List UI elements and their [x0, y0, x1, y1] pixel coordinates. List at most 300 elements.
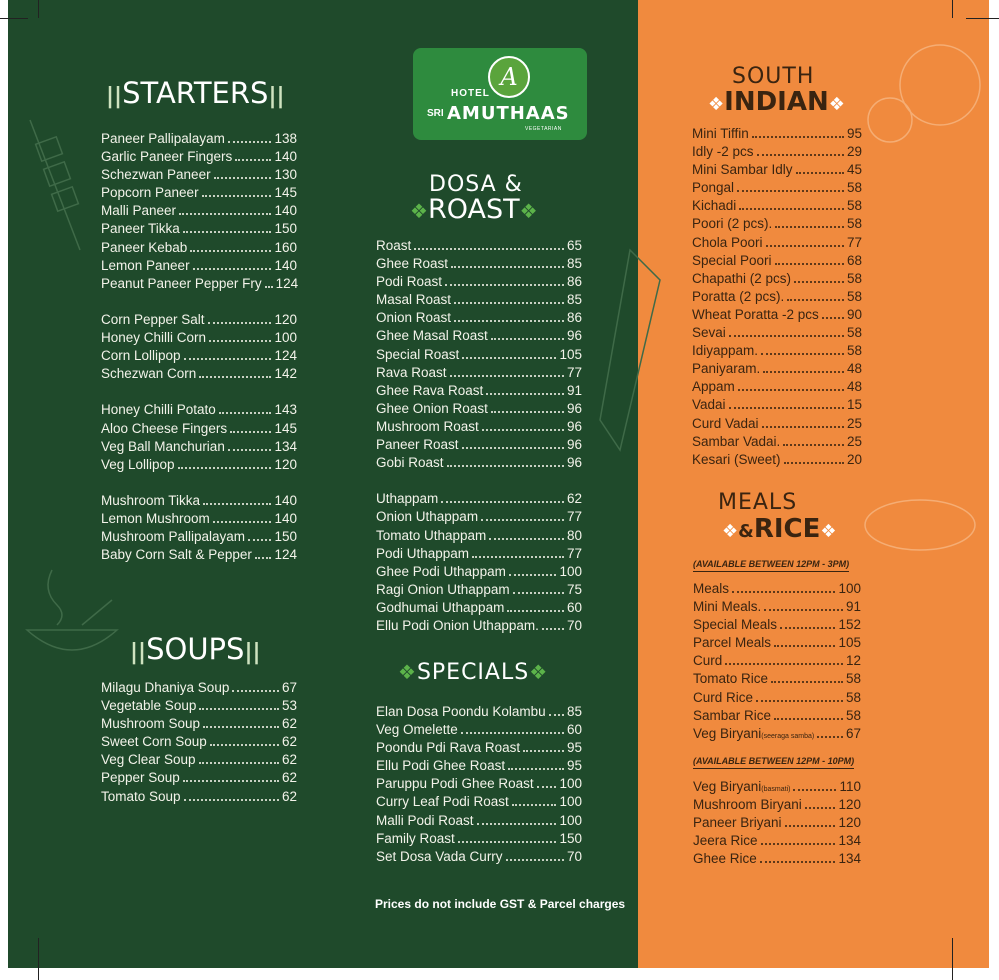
- menu-item-price: 25: [846, 433, 862, 449]
- menu-spacer: [101, 475, 297, 493]
- dot-leader: [725, 663, 843, 665]
- menu-spacer: [101, 384, 297, 402]
- menu-item: [376, 758, 582, 776]
- crop-mark: [0, 18, 28, 19]
- menu-item-price: 70: [566, 848, 582, 864]
- menu-item-price: 58: [846, 288, 862, 304]
- menu-item-price: 138: [274, 131, 297, 146]
- menu-item: [692, 180, 862, 198]
- plate-illustration: [860, 30, 985, 150]
- menu-item-name: Mushroom Tikka: [101, 492, 201, 508]
- menu-item-price: 124: [275, 275, 299, 291]
- soups-list: [101, 680, 297, 807]
- menu-item-price: 45: [846, 162, 862, 178]
- menu-item-price: 95: [566, 758, 582, 774]
- menu-item: [376, 256, 582, 274]
- dot-leader: [199, 376, 271, 378]
- dot-leader: [414, 248, 564, 250]
- menu-item: [376, 328, 582, 346]
- menu-item-name: Paruppu Podi Ghee Roast: [376, 776, 534, 792]
- menu-item-name: Schezwan Paneer: [101, 167, 211, 183]
- heading-bars: ||: [130, 640, 147, 665]
- dosa-heading-top: DOSA &: [429, 172, 523, 197]
- menu-item: [101, 348, 297, 366]
- menu-item: [376, 849, 582, 867]
- dosa-illustration: [590, 240, 670, 460]
- dot-leader: [760, 861, 836, 863]
- menu-item-price: 48: [846, 379, 862, 395]
- menu-item-name: Godhumai Uthappam: [376, 599, 505, 615]
- menu-item-price: 67: [845, 725, 861, 741]
- menu-item-price: 58: [846, 270, 862, 286]
- soups-heading: ||SOUPS||: [130, 632, 261, 666]
- dot-leader: [783, 444, 844, 446]
- menu-item: [101, 402, 297, 420]
- dot-leader: [461, 732, 564, 734]
- menu-item: [101, 167, 297, 185]
- menu-item-price: 20: [846, 451, 862, 467]
- biryani-list: [693, 779, 861, 869]
- dot-leader: [210, 744, 279, 746]
- leaf-icon: ❖: [529, 660, 549, 684]
- menu-item-price: 80: [566, 527, 582, 543]
- menu-item-price: 12: [845, 653, 861, 669]
- menu-item-name: Set Dosa Vada Curry: [376, 848, 503, 864]
- menu-item-name: Paneer Roast: [376, 437, 459, 453]
- menu-item-name: Malli Paneer: [101, 203, 177, 219]
- menu-item-name: Poondu Pdi Rava Roast: [376, 740, 521, 756]
- dot-leader: [451, 266, 564, 268]
- menu-item-name: Meals: [693, 581, 730, 596]
- menu-item-name: Mushroom Soup: [101, 716, 201, 732]
- menu-item-price: 140: [274, 257, 297, 273]
- specials-list: [376, 704, 582, 867]
- menu-item: [101, 149, 297, 167]
- dot-leader: [817, 736, 843, 738]
- soup-bowl-illustration: [22, 560, 122, 670]
- menu-item: [693, 653, 861, 671]
- crop-mark: [952, 0, 953, 18]
- menu-item: [376, 310, 582, 328]
- menu-item-price: 134: [838, 833, 861, 849]
- menu-spacer: [376, 473, 582, 491]
- dot-leader: [203, 503, 271, 505]
- meals-availability-note: (AVAILABLE BETWEEN 12PM - 3PM): [693, 559, 849, 572]
- menu-item-price: 120: [274, 456, 297, 472]
- menu-item: [692, 434, 862, 452]
- dot-leader: [265, 286, 273, 288]
- menu-item-name: Veg Omelette: [376, 722, 458, 738]
- dot-leader: [232, 690, 279, 692]
- menu-item-name: Chapathi (2 pcs): [692, 270, 792, 286]
- menu-item: [693, 690, 861, 708]
- dot-leader: [775, 226, 844, 228]
- menu-item-name: Tomato Rice: [693, 671, 769, 687]
- menu-item-name: Mushroom Roast: [376, 418, 479, 434]
- dot-leader: [771, 681, 843, 683]
- menu-item: [376, 365, 582, 383]
- menu-item-price: 70: [566, 617, 582, 633]
- menu-item-price: 77: [846, 234, 862, 250]
- menu-item-name: Curry Leaf Podi Roast: [376, 794, 509, 810]
- menu-item-name: Ghee Masal Roast: [376, 328, 488, 344]
- menu-item-price: 53: [281, 698, 297, 714]
- dot-leader: [235, 159, 271, 161]
- menu-item-price: 96: [566, 400, 582, 416]
- menu-item-price: 100: [274, 330, 297, 346]
- menu-item-name: Kichadi: [692, 198, 737, 214]
- dot-leader: [784, 462, 844, 464]
- menu-item-price: 100: [559, 812, 582, 828]
- menu-item: [693, 833, 861, 851]
- menu-item-price: 67: [281, 680, 297, 695]
- menu-item-name: Honey Chilli Potato: [101, 402, 216, 418]
- menu-item-name: Elan Dosa Poondu Kolambu: [376, 704, 546, 719]
- dot-leader: [822, 317, 844, 319]
- menu-item: [693, 708, 861, 726]
- menu-item-name: Wheat Poratta -2 pcs: [692, 306, 819, 322]
- dot-leader: [523, 750, 564, 752]
- dot-leader: [183, 780, 279, 782]
- menu-item-name: Special Meals: [693, 617, 778, 633]
- menu-item: [101, 770, 297, 788]
- menu-item: [101, 421, 297, 439]
- menu-item-name: Mushroom Biryani: [693, 797, 802, 813]
- menu-item: [101, 131, 297, 149]
- dot-leader: [805, 807, 836, 809]
- heading-bars: ||: [106, 84, 123, 109]
- menu-item: [101, 529, 297, 547]
- menu-item: [101, 511, 297, 529]
- menu-item: [376, 722, 582, 740]
- menu-item: [692, 144, 862, 162]
- menu-item: [692, 325, 862, 343]
- menu-item-name: Paniyaram.: [692, 361, 761, 377]
- menu-item: [101, 203, 297, 221]
- menu-item-name: Onion Uthappam: [376, 509, 479, 525]
- menu-item-name: Idiyappam.: [692, 343, 759, 359]
- menu-item: [101, 789, 297, 807]
- menu-item-price: 62: [281, 716, 297, 732]
- dot-leader: [450, 375, 564, 377]
- menu-item-name: Sevai: [692, 325, 726, 341]
- starters-list: [101, 131, 297, 565]
- dot-leader: [481, 519, 564, 521]
- menu-item-name: Veg Biryani: [693, 725, 762, 741]
- menu-item-name: Veg Clear Soup: [101, 752, 196, 768]
- menu-item-price: 152: [838, 617, 861, 633]
- menu-item-name: Corn Pepper Salt: [101, 311, 205, 327]
- menu-item-price: 85: [566, 704, 582, 719]
- menu-item-name: Ghee Onion Roast: [376, 400, 488, 416]
- menu-item-note: (seeraga samba): [761, 732, 815, 740]
- menu-item: [692, 216, 862, 234]
- heading-bars: ||: [268, 84, 285, 109]
- menu-item-price: 145: [274, 185, 297, 201]
- menu-item-price: 58: [846, 180, 862, 196]
- dot-leader: [230, 431, 271, 433]
- menu-item-price: 90: [846, 306, 862, 322]
- dot-leader: [794, 281, 844, 283]
- dot-leader: [482, 429, 564, 431]
- dot-leader: [199, 762, 279, 764]
- dot-leader: [179, 213, 271, 215]
- menu-item-name: Baby Corn Salt & Pepper: [101, 547, 252, 563]
- menu-item-price: 110: [839, 779, 861, 794]
- menu-item-price: 150: [274, 221, 297, 237]
- menu-item-price: 100: [559, 776, 582, 792]
- menu-item: [692, 235, 862, 253]
- menu-item-price: 142: [274, 366, 297, 382]
- dot-leader: [203, 726, 279, 728]
- dot-leader: [190, 250, 271, 252]
- menu-item-name: Paneer Tikka: [101, 221, 180, 237]
- leaf-icon: ❖: [398, 660, 417, 684]
- menu-item-name: Special Roast: [376, 346, 460, 362]
- dot-leader: [209, 340, 271, 342]
- menu-item-price: 77: [566, 545, 582, 561]
- dot-leader: [732, 591, 835, 593]
- menu-item: [376, 831, 582, 849]
- dot-leader: [761, 843, 836, 845]
- menu-item-name: Veg Lollipop: [101, 456, 175, 472]
- dot-leader: [509, 574, 557, 576]
- dot-leader: [739, 208, 844, 210]
- menu-item-price: 58: [846, 325, 862, 341]
- meals-list: [693, 581, 861, 744]
- menu-item-name: Ghee Rice: [693, 851, 757, 867]
- menu-item-name: Uthappam: [376, 491, 439, 507]
- menu-item: [376, 509, 582, 527]
- menu-item-price: 96: [566, 328, 582, 344]
- menu-item-price: 58: [846, 343, 862, 359]
- menu-item: [693, 599, 861, 617]
- menu-item: [101, 276, 297, 294]
- menu-item: [376, 813, 582, 831]
- menu-item: [376, 618, 582, 636]
- menu-item-price: 96: [566, 418, 582, 434]
- menu-item: [376, 794, 582, 812]
- menu-item-name: Ghee Roast: [376, 256, 449, 272]
- menu-item-name: Curd Rice: [693, 689, 754, 705]
- menu-item-price: 62: [281, 770, 297, 786]
- dot-leader: [796, 172, 844, 174]
- menu-item-price: 65: [566, 238, 582, 253]
- dot-leader: [489, 538, 564, 540]
- menu-item: [692, 271, 862, 289]
- dot-leader: [774, 718, 843, 720]
- menu-item-price: 29: [846, 144, 862, 160]
- dot-leader: [213, 521, 272, 523]
- menu-item-price: 120: [838, 797, 861, 813]
- menu-item-name: Ghee Podi Uthappam: [376, 563, 506, 579]
- menu-item: [693, 726, 861, 744]
- menu-item: [101, 366, 297, 384]
- crop-mark: [38, 0, 39, 18]
- menu-item-price: 140: [274, 510, 297, 526]
- footer-note: Prices do not include GST & Parcel charges: [375, 897, 626, 911]
- menu-item-name: Ghee Rava Roast: [376, 382, 484, 398]
- menu-item-price: 62: [281, 734, 297, 750]
- menu-item: [693, 851, 861, 869]
- menu-item: [376, 383, 582, 401]
- dot-leader: [793, 789, 836, 791]
- menu-item-price: 62: [566, 491, 582, 507]
- menu-item: [376, 740, 582, 758]
- menu-item-name: Sambar Rice: [693, 707, 772, 723]
- dot-leader: [763, 371, 844, 373]
- menu-item: [376, 437, 582, 455]
- menu-item-name: Paneer Kebab: [101, 239, 188, 255]
- menu-item-name: Mushroom Pallipalayam: [101, 529, 246, 545]
- menu-item-price: 58: [846, 198, 862, 214]
- menu-item-price: 91: [845, 599, 861, 615]
- menu-item-price: 85: [566, 256, 582, 272]
- menu-item-price: 15: [846, 397, 862, 413]
- menu-item-price: 58: [845, 689, 861, 705]
- menu-item-price: 60: [566, 722, 582, 738]
- menu-item: [101, 680, 297, 698]
- menu-item: [376, 292, 582, 310]
- menu-item-name: Special Poori: [692, 252, 772, 268]
- specials-heading: ❖SPECIALS❖: [398, 660, 549, 685]
- menu-item-price: 85: [566, 292, 582, 308]
- menu-item: [692, 416, 862, 434]
- menu-item-name: Curd: [693, 653, 723, 669]
- dot-leader: [542, 628, 564, 630]
- menu-item-price: 145: [274, 420, 297, 436]
- menu-item-price: 95: [566, 740, 582, 756]
- leaf-icon: ❖: [708, 94, 725, 115]
- menu-item: [376, 274, 582, 292]
- menu-item-price: 130: [274, 167, 297, 183]
- dot-leader: [775, 263, 844, 265]
- menu-item-price: 86: [566, 310, 582, 326]
- menu-item-name: Aloo Cheese Fingers: [101, 420, 228, 436]
- meals-heading-bottom: ❖&RICE❖: [722, 514, 837, 544]
- menu-item-name: Ragi Onion Uthappam: [376, 581, 510, 597]
- menu-item: [101, 752, 297, 770]
- dot-leader: [248, 539, 271, 541]
- monogram-icon: A: [488, 56, 530, 98]
- dot-leader: [729, 335, 844, 337]
- south-heading-top: SOUTH: [732, 64, 815, 89]
- menu-item-name: Family Roast: [376, 830, 455, 846]
- menu-item: [692, 307, 862, 325]
- dot-leader: [491, 411, 564, 413]
- menu-item-name: Onion Roast: [376, 310, 452, 326]
- dot-leader: [506, 859, 564, 861]
- dot-leader: [738, 389, 844, 391]
- leaf-icon: ❖: [519, 199, 538, 223]
- menu-item-price: 120: [274, 311, 297, 327]
- starters-heading: ||STARTERS||: [106, 76, 285, 110]
- menu-item: [101, 734, 297, 752]
- dot-leader: [193, 268, 272, 270]
- menu-item: [101, 185, 297, 203]
- dot-leader: [780, 627, 835, 629]
- menu-item-price: 105: [838, 635, 861, 651]
- menu-item-name: Peanut Paneer Pepper Fry: [101, 275, 262, 291]
- dot-leader: [199, 708, 279, 710]
- menu-item: [692, 361, 862, 379]
- menu-item-note: (basmati): [761, 786, 791, 793]
- menu-item-name: Vadai: [692, 397, 726, 413]
- menu-item: [692, 397, 862, 415]
- menu-item-price: 105: [559, 346, 582, 362]
- menu-item-price: 140: [274, 203, 297, 219]
- dot-leader: [774, 645, 835, 647]
- menu-item-price: 58: [846, 216, 862, 232]
- dot-leader: [208, 322, 272, 324]
- menu-item-price: 124: [274, 547, 297, 563]
- menu-item: [376, 401, 582, 419]
- menu-item-price: 143: [274, 402, 297, 418]
- menu-item: [693, 635, 861, 653]
- menu-item-name: Chola Poori: [692, 234, 763, 250]
- menu-item-name: Jeera Rice: [693, 833, 758, 849]
- menu-item-price: 120: [838, 815, 861, 831]
- dot-leader: [228, 449, 272, 451]
- menu-item-price: 48: [846, 361, 862, 377]
- menu-item: [101, 716, 297, 734]
- menu-item-name: Idly -2 pcs: [692, 144, 754, 160]
- menu-item-name: Lemon Paneer: [101, 257, 190, 273]
- menu-item-name: Sweet Corn Soup: [101, 734, 207, 750]
- menu-spacer: [101, 294, 297, 312]
- meals-heading-top: MEALS: [718, 490, 798, 515]
- dot-leader: [766, 245, 844, 247]
- biryani-availability-note: (AVAILABLE BETWEEN 12PM - 10PM): [693, 756, 854, 769]
- menu-item: [692, 198, 862, 216]
- menu-item-price: 58: [845, 707, 861, 723]
- dot-leader: [512, 804, 557, 806]
- menu-item-price: 140: [274, 492, 297, 508]
- menu-item: [376, 704, 582, 722]
- dot-leader: [729, 407, 844, 409]
- crop-mark: [38, 938, 39, 980]
- menu-item-price: 124: [274, 348, 297, 364]
- leaf-icon: ❖: [722, 521, 739, 542]
- menu-item-name: Tomato Soup: [101, 788, 181, 804]
- menu-item-price: 95: [846, 126, 862, 141]
- menu-item: [692, 343, 862, 361]
- menu-item: [692, 452, 862, 470]
- menu-item: [692, 289, 862, 307]
- menu-item: [376, 528, 582, 546]
- dot-leader: [549, 714, 564, 716]
- menu-item-name: Poori (2 pcs).: [692, 216, 773, 232]
- dot-leader: [752, 136, 844, 138]
- menu-item: [376, 564, 582, 582]
- menu-item-name: Mini Sambar Idly: [692, 162, 793, 178]
- menu-item: [101, 330, 297, 348]
- menu-item: [101, 221, 297, 239]
- menu-item: [693, 617, 861, 635]
- dot-leader: [255, 557, 272, 559]
- menu-item: [376, 347, 582, 365]
- menu-item: [376, 491, 582, 509]
- menu-item: [693, 581, 861, 599]
- dot-leader: [737, 190, 844, 192]
- menu-item: [376, 238, 582, 256]
- dot-leader: [513, 592, 564, 594]
- dot-leader: [214, 177, 272, 179]
- menu-item-name: Parcel Meals: [693, 635, 772, 651]
- dot-leader: [486, 393, 564, 395]
- menu-item-price: 25: [846, 415, 862, 431]
- menu-item-name: Rava Roast: [376, 364, 447, 380]
